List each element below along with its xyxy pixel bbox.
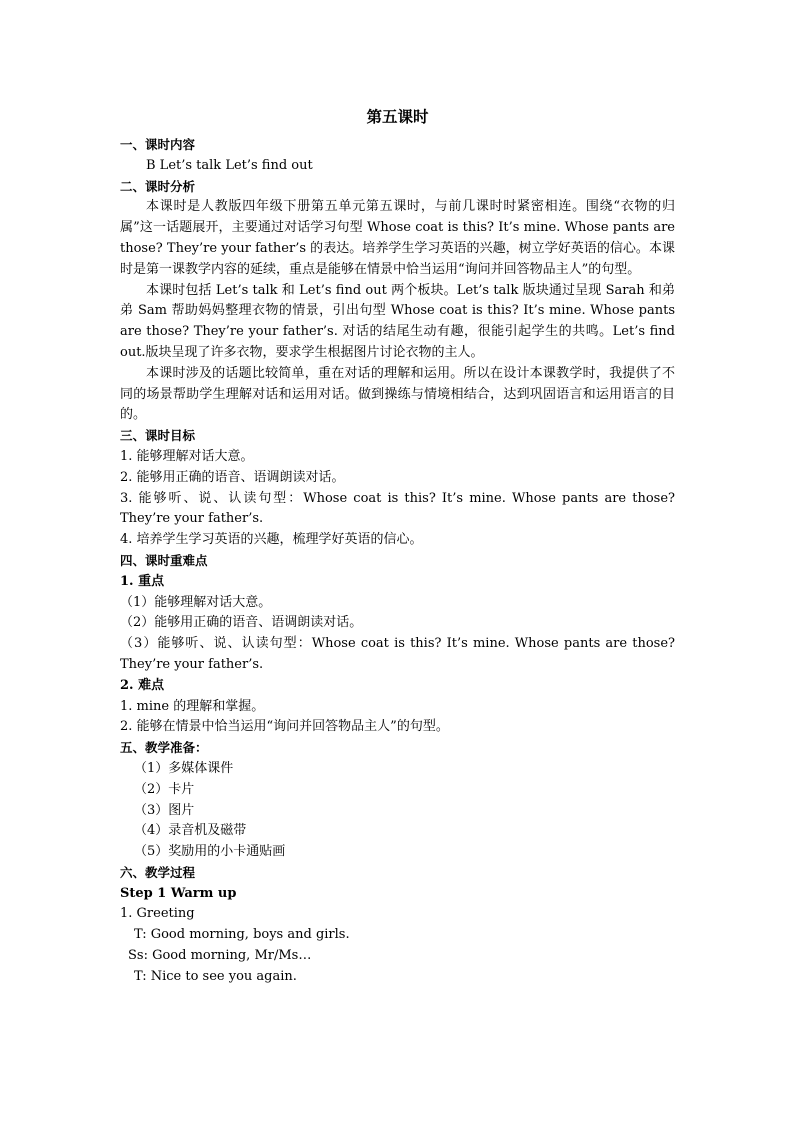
key-point-item: （3）能够听、说、认读句型：Whose coat is this? It’s mine. Whose pants are those? They’re your father’s. [120, 636, 675, 672]
page-title: 第五课时 [366, 108, 429, 126]
step-heading: Step 1 Warm up [120, 885, 237, 901]
analysis-paragraph-2: 本课时包括 Let’s talk 和 Let’s find out 两个板块。Let’s talk 版块通过呈现 Sarah 和弟弟 Sam 帮助妈妈整理衣物的情景，引出句型 Whose coat is this? It’s mine. Whose pants are those? They’re your father’s. 对话的结尾生动有趣，很能引起学生的共鸣。Let’s find out.版块呈现了许多衣物，要求学生根据图片讨论衣物的主人。 [120, 282, 675, 360]
dialogue-line: Ss: Good morning, Mr/Ms… [128, 948, 312, 964]
goal-item: 4. 培养学生学习英语的兴趣，梳理学好英语的信心。 [120, 532, 423, 548]
section-heading-preparation: 五、教学准备： [120, 740, 208, 756]
dialogue-line: T: Nice to see you again. [134, 968, 297, 984]
document-page [120, 104, 675, 988]
goal-item: 2. 能够用正确的语音、语调朗读对话。 [120, 469, 345, 485]
key-point-item: （1）能够理解对话大意。 [120, 594, 272, 610]
preparation-item: （1）多媒体课件 [134, 760, 234, 776]
section-heading-process: 六、教学过程 [120, 864, 196, 880]
key-points-heading: 1. 重点 [120, 573, 165, 589]
goal-item: 1. 能够理解对话大意。 [120, 448, 254, 464]
analysis-paragraph-3: 本课时涉及的话题比较简单，重在对话的理解和运用。所以在设计本课教学时，我提供了不同的场景帮助学生理解对话和运用对话。做到操练与情境相结合，达到巩固语言和运用语言的目的。 [120, 365, 675, 423]
lesson-content: B Let’s talk Let’s find out [146, 157, 313, 173]
section-heading-goals: 三、课时目标 [120, 428, 196, 444]
difficult-points-heading: 2. 难点 [120, 677, 165, 693]
key-point-item: （2）能够用正确的语音、语调朗读对话。 [120, 615, 363, 631]
section-heading-content: 一、课时内容 [120, 137, 196, 152]
difficult-point-item: 2. 能够在情景中恰当运用“询问并回答物品主人”的句型。 [120, 719, 449, 735]
preparation-item: （3）图片 [134, 802, 195, 818]
greeting-heading: 1. Greeting [120, 906, 195, 922]
goal-item: 3. 能够听、说、认读句型：Whose coat is this? It’s mine. Whose pants are those? They’re your father’s. [120, 490, 675, 527]
analysis-paragraph-1: 本课时是人教版四年级下册第五单元第五课时，与前几课时时紧密相连。围绕“衣物的归属”这一话题展开，主要通过对话学习句型 Whose coat is this? It’s mine. Whose pants are those? They’re your father’s 的表达。培养学生学习英语的兴趣，树立学好英语的信心。本课时是第一课教学内容的延续，重点是能够在情景中恰当运用“询问并回答物品主人”的句型。 [120, 199, 675, 277]
dialogue-line: T: Good morning, boys and girls. [134, 927, 350, 943]
preparation-item: （5）奖励用的小卡通贴画 [134, 844, 286, 860]
section-heading-key-points: 四、课时重难点 [120, 552, 208, 568]
preparation-item: （2）卡片 [134, 781, 195, 797]
preparation-item: （4）录音机及磁带 [134, 823, 247, 839]
section-heading-analysis: 二、课时分析 [120, 178, 196, 194]
difficult-point-item: 1. mine 的理解和掌握。 [120, 698, 265, 714]
